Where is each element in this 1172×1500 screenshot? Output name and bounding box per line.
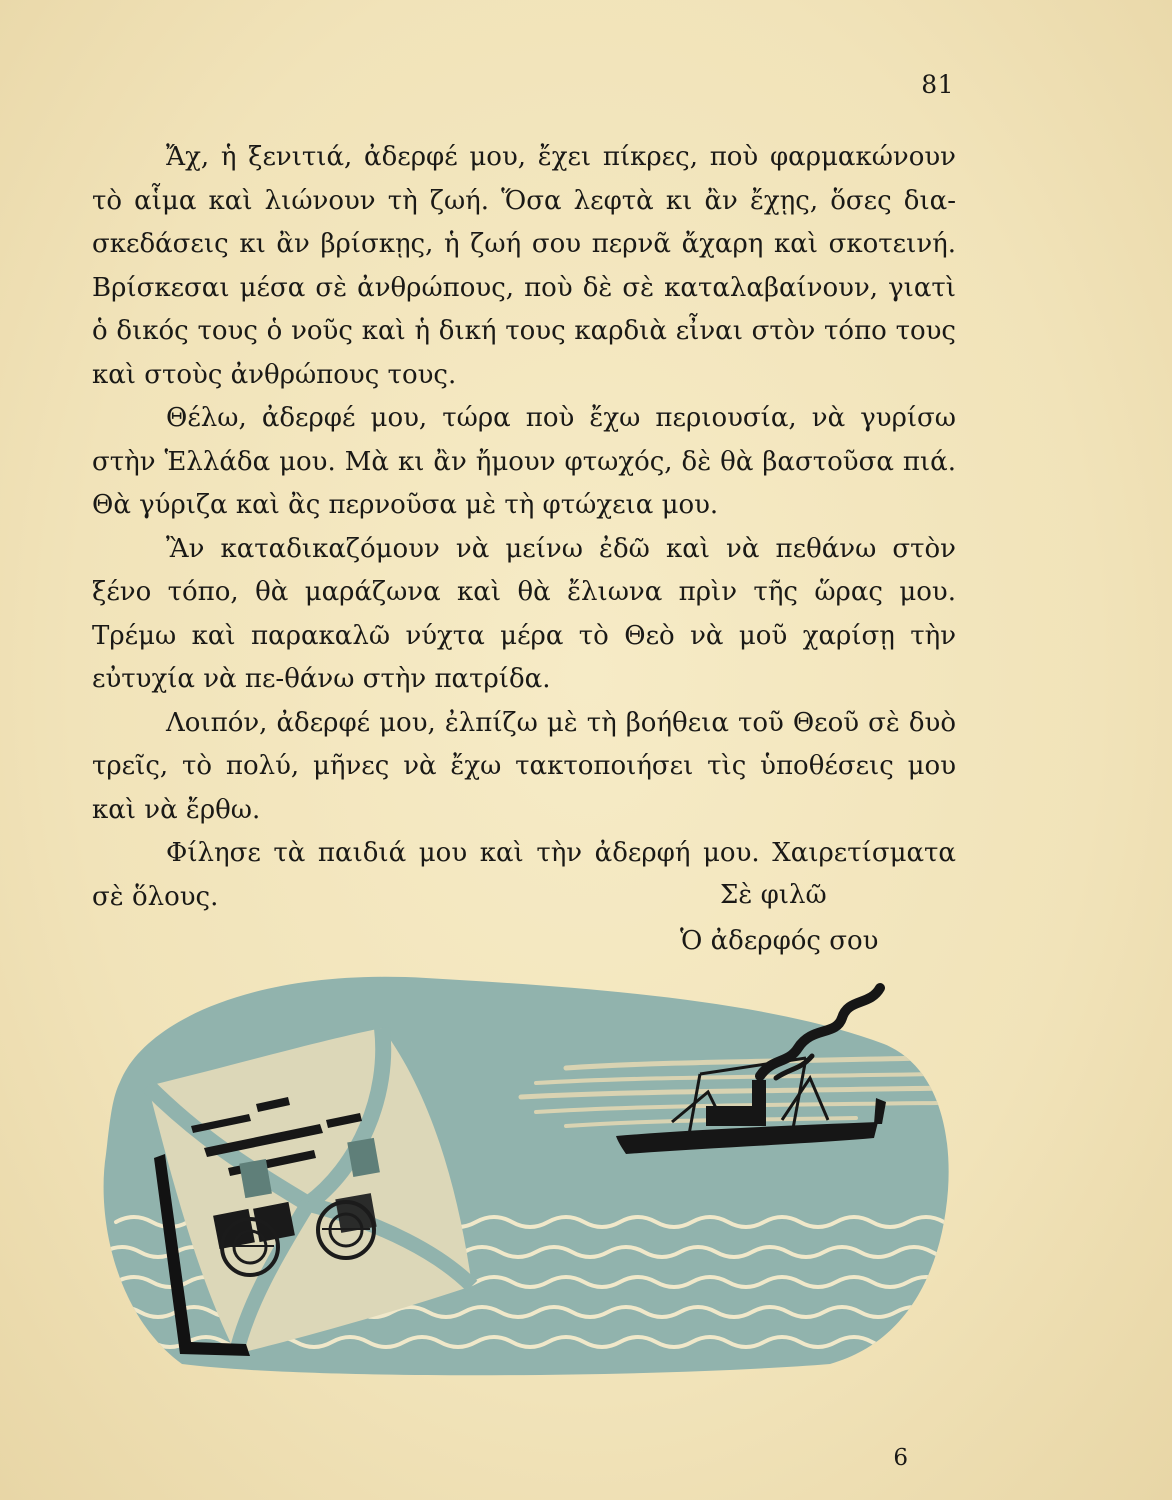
signoff-greeting: Σὲ φιλῶ <box>720 880 827 910</box>
ship-funnel <box>752 1080 766 1114</box>
woodcut-svg <box>96 960 956 1380</box>
sheet-number: 6 <box>893 1445 908 1471</box>
letter-body <box>92 136 956 919</box>
signoff-signature: Ὁ ἀδερφός σου <box>680 926 879 956</box>
letter-paragraph-4: Λοιπόν, ἀδερφέ μου, ἐλπίζω μὲ τὴ βοήθεια τοῦ Θεοῦ σὲ δυὸ τρεῖς, τὸ πολύ, μῆνες νὰ ἔχω τακτοποιήσει τὶς ὑποθέσεις μου καὶ νὰ ἔρθω. <box>92 707 956 825</box>
envelope-ship-illustration <box>96 960 956 1380</box>
letter-signoff <box>680 872 960 964</box>
letter-paragraph-5: Φίλησε τὰ παιδιά μου καὶ τὴν ἀδερφή μου. Χαιρετίσματα σὲ ὅλους. <box>92 838 956 912</box>
page-number: 81 <box>921 70 954 99</box>
letter-paragraph-1: Ἄχ, ἡ ξενιτιά, ἀδερφέ μου, ἔχει πίκρες, ποὺ φαρμακώνουν τὸ αἷμα καὶ λιώνουν τὴ ζωή. Ὅσα λεφτὰ κι ἂν ἔχῃς, ὅσες δια-σκεδάσεις κι ἂν βρίσκῃς, ἡ ζωή σου περνᾶ ἄχαρη καὶ σκοτεινή. Βρίσκεσαι μέσα σὲ ἀνθρώπους, ποὺ δὲ σὲ καταλαβαίνουν, γιατὶ ὁ δικός τους ὁ νοῦς καὶ ἡ δική τους καρδιὰ εἶναι στὸν τόπο τους καὶ στοὺς ἀνθρώπους τους. <box>92 142 956 390</box>
letter-paragraph-3: Ἂν καταδικαζόμουν νὰ μείνω ἐδῶ καὶ νὰ πεθάνω στὸν ξένο τόπο, θὰ μαράζωνα καὶ θὰ ἔλιωνα πρὶν τῆς ὥρας μου. Τρέμω καὶ παρακαλῶ νύχτα μέρα τὸ Θεὸ νὰ μοῦ χαρίσῃ τὴν εὐτυχία νὰ πε-θάνω στὴν πατρίδα. <box>92 533 956 694</box>
letter-paragraph-2: Θέλω, ἀδερφέ μου, τώρα ποὺ ἔχω περιουσία, νὰ γυρίσω στὴν Ἑλλάδα μου. Μὰ κι ἂν ἤμουν φτωχός, δὲ θὰ βαστοῦσα πιά. Θὰ γύριζα καὶ ἂς περνοῦσα μὲ τὴ φτώχεια μου. <box>92 403 956 520</box>
